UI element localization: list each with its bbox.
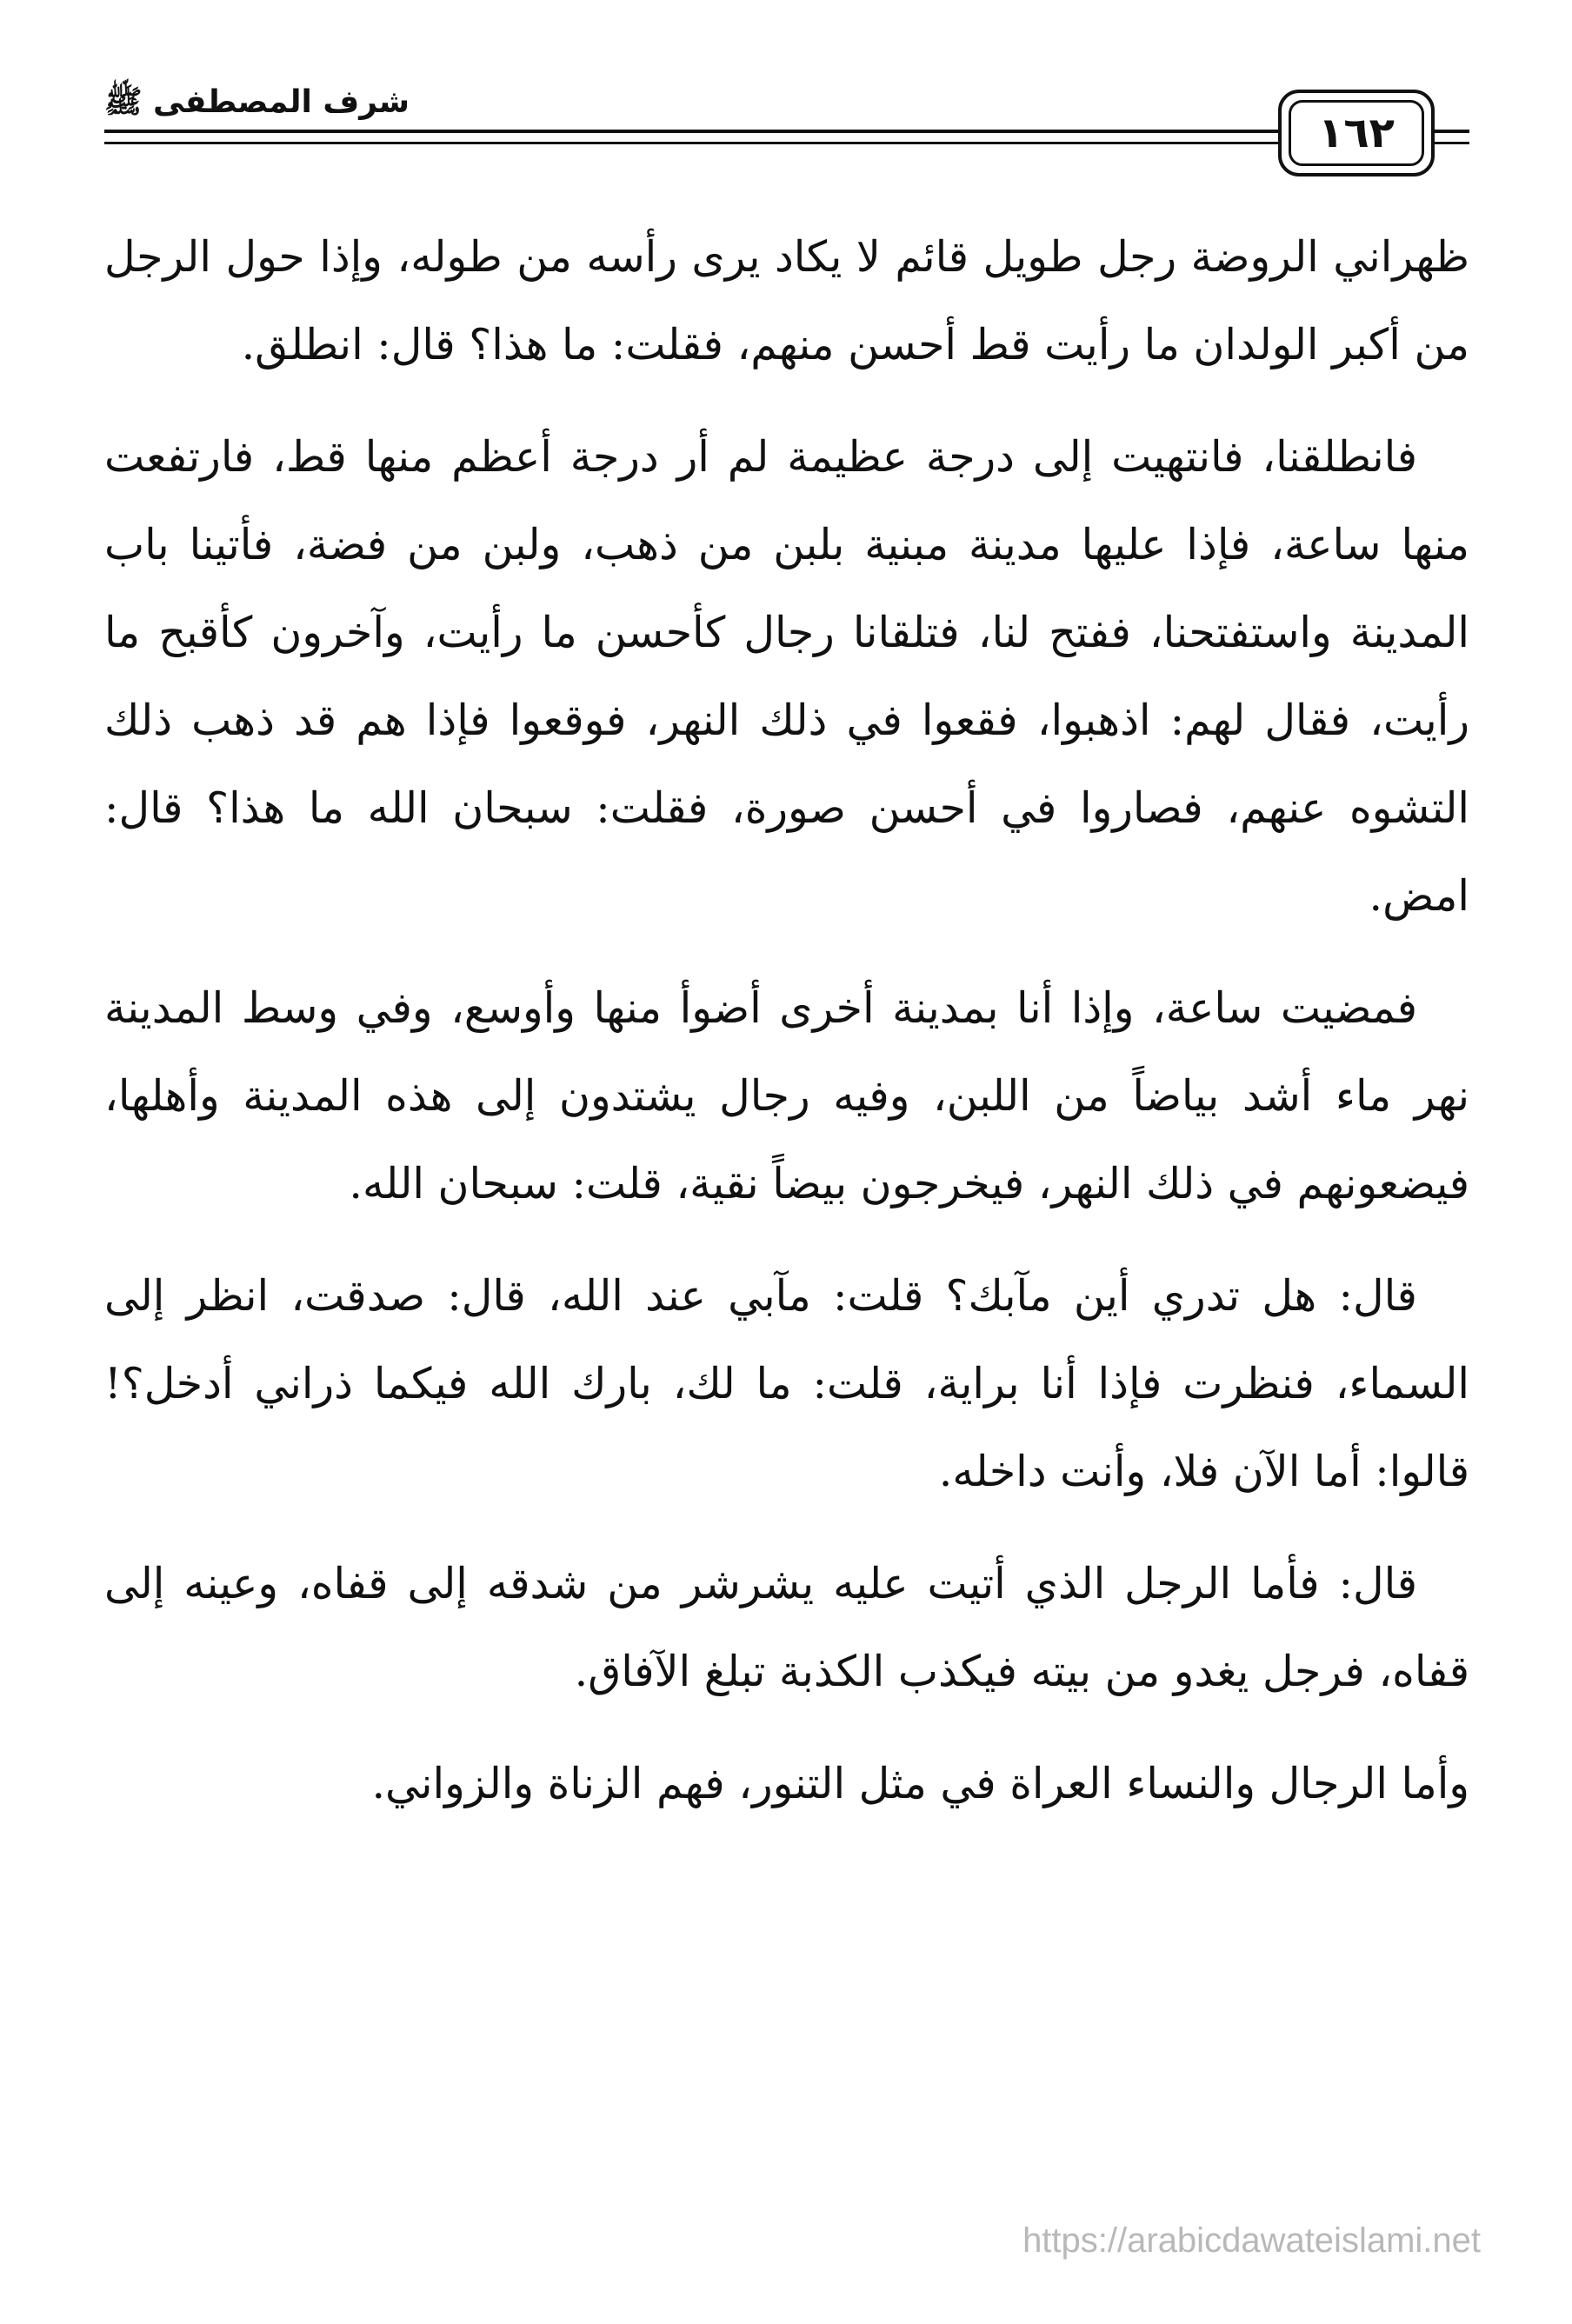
watermark-url: https://arabicdawateislami.net [1022,2221,1481,2260]
page-number-frame [1278,90,1435,176]
page-number: ١٦٢ [1289,100,1424,166]
paragraph: فمضيت ساعة، وإذا أنا بمدينة أخرى أضوأ منها وأوسع، وفي وسط المدينة نهر ماء أشد بياضاً من اللبن، وفيه رجال يشتدون إلى هذه المدينة وأهلها، فيضعونهم في ذلك النهر، فيخرجون بيضاً نقية، قلت: سبحان الله. [104,983,1469,1209]
paragraph: فانطلقنا، فانتهيت إلى درجة عظيمة لم أر درجة أعظم منها قط، فارتفعت منها ساعة، فإذا عليها مدينة مبنية بلبن من ذهب، ولبن من فضة، فأتينا باب المدينة واستفتحنا، ففتح لنا، فتلقانا رجال كأحسن ما رأيت، وآخرون كأقبح ما رأيت، فقال لهم: اذهبوا، فقعوا في ذلك النهر، فوقعوا فإذا هم قد ذهب ذلك التشوه عنهم، فصاروا في أحسن صورة، فقلت: سبحان الله ما هذا؟ قال: امض. [104,432,1469,921]
header-rule [104,130,1469,133]
page-body [104,213,1469,1852]
paragraph: قال: فأما الرجل الذي أتيت عليه يشرشر من شدقه إلى قفاه، وعينه إلى قفاه، فرجل يغدو من بيته فيكذب الكذبة تبلغ الآفاق. [104,1559,1469,1696]
paragraph: ظهراني الروضة رجل طويل قائم لا يكاد يرى رأسه من طوله، وإذا حول الرجل من أكبر الولدان ما رأيت قط أحسن منهم، فقلت: ما هذا؟ قال: انطلق. [104,232,1469,370]
paragraph: وأما الرجال والنساء العراة في مثل التنور، فهم الزناة والزواني. [371,1759,1469,1808]
paragraph: قال: هل تدري أين مآبك؟ قلت: مآبي عند الله، قال: صدقت، انظر إلى السماء، فنظرت فإذا أنا براية، قلت: ما لك، بارك الله فيكما ذراني أدخل؟! قالوا: أما الآن فلا، وأنت داخله. [104,1271,1469,1496]
page-header [104,74,1469,178]
header-rule-double [104,142,1469,144]
running-book-title: شرف المصطفى ﷺ [104,83,418,128]
